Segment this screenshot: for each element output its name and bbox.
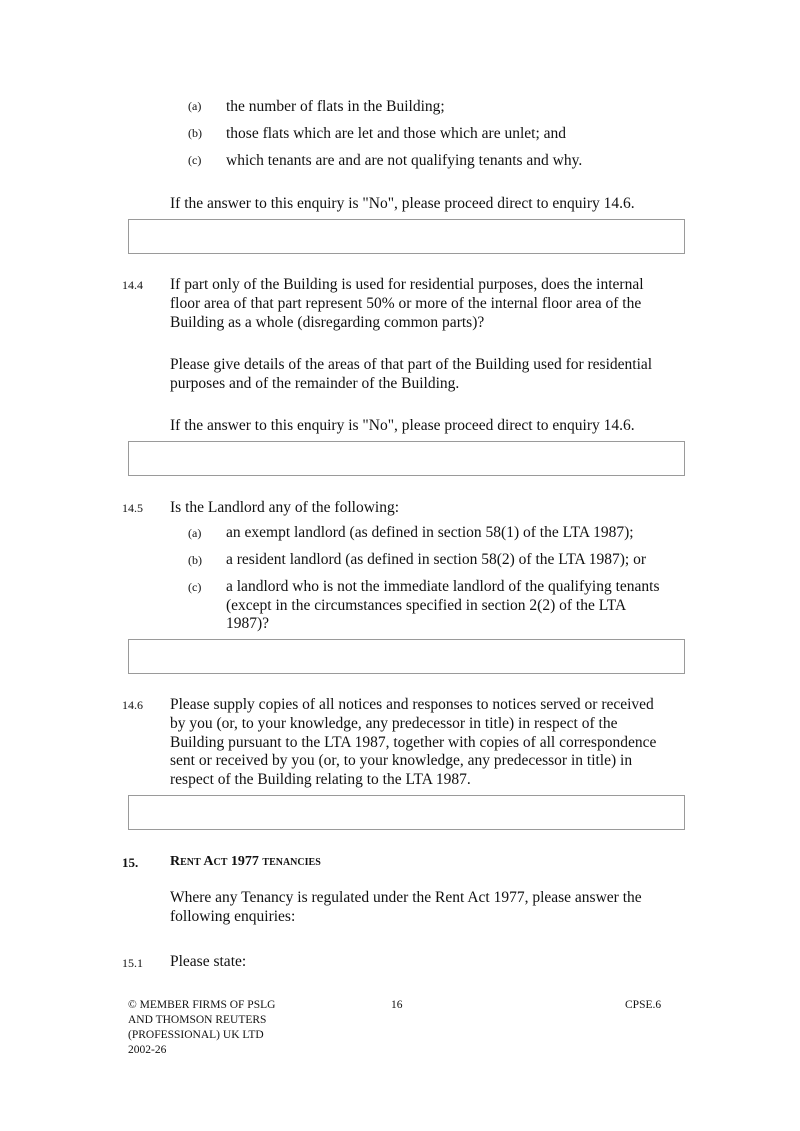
- enquiry-text: Building as a whole (disregarding common parts)?: [170, 314, 485, 331]
- answer-box-14-4[interactable]: [128, 441, 685, 476]
- enquiry-number: 15.1: [122, 956, 143, 970]
- list-label: (c): [188, 153, 202, 167]
- enquiry-text: Please state:: [170, 953, 247, 970]
- answer-box-14-3[interactable]: [128, 219, 685, 254]
- section-intro: following enquiries:: [170, 908, 296, 925]
- form-code: CPSE.6: [625, 999, 662, 1011]
- list-item-text: (except in the circumstances specified in section 2(2) of the LTA: [226, 597, 627, 614]
- list-item-text: 1987)?: [226, 615, 270, 632]
- instruction-note: If the answer to this enquiry is "No", please proceed direct to enquiry 14.6.: [170, 417, 635, 434]
- enquiry-text: Please supply copies of all notices and responses to notices served or received: [170, 696, 654, 713]
- list-item-text: which tenants are and are not qualifying tenants and why.: [226, 152, 583, 169]
- answer-box-14-5[interactable]: [128, 639, 685, 674]
- enquiry-text: If part only of the Building is used for residential purposes, does the internal: [170, 276, 644, 293]
- list-label: (b): [188, 126, 202, 140]
- list-label: (c): [188, 580, 202, 594]
- enquiry-text: Building pursuant to the LTA 1987, together with copies of all correspondence: [170, 734, 657, 751]
- enquiry-detail: Please give details of the areas of that part of the Building used for residential: [170, 356, 653, 373]
- footer-copyright-line: © MEMBER FIRMS OF PSLG: [128, 999, 276, 1011]
- enquiry-text: floor area of that part represent 50% or more of the internal floor area of the: [170, 295, 642, 312]
- footer-copyright: [128, 998, 275, 1058]
- instruction-note: If the answer to this enquiry is "No", please proceed direct to enquiry 14.6.: [170, 195, 635, 212]
- list-label: (a): [188, 526, 202, 540]
- list-item-text: an exempt landlord (as defined in section 58(1) of the LTA 1987);: [226, 524, 634, 541]
- list-item-text: a resident landlord (as defined in section 58(2) of the LTA 1987); or: [226, 551, 647, 568]
- footer-copyright-line: AND THOMSON REUTERS: [128, 1014, 267, 1026]
- enquiry-number: 14.4: [122, 278, 143, 292]
- enquiry-text: sent or received by you (or, to your knowledge, any predecessor in title) in: [170, 752, 633, 769]
- answer-box-14-6[interactable]: [128, 795, 685, 830]
- enquiry-text: respect of the Building relating to the LTA 1987.: [170, 771, 471, 788]
- enquiry-detail: purposes and of the remainder of the Building.: [170, 375, 460, 392]
- list-item-text: those flats which are let and those which are unlet; and: [226, 125, 567, 142]
- section-number: 15.: [122, 855, 139, 870]
- list-label: (b): [188, 553, 202, 567]
- list-label: (a): [188, 99, 202, 113]
- enquiry-text: Is the Landlord any of the following:: [170, 499, 400, 516]
- section-intro: Where any Tenancy is regulated under the Rent Act 1977, please answer the: [170, 889, 642, 906]
- enquiry-number: 14.5: [122, 501, 143, 515]
- list-item-text: the number of flats in the Building;: [226, 98, 445, 115]
- enquiry-number: 14.6: [122, 698, 143, 712]
- list-item-text: a landlord who is not the immediate landlord of the qualifying tenants: [226, 578, 660, 595]
- footer-copyright-line: (PROFESSIONAL) UK LTD: [128, 1029, 264, 1041]
- page-number: 16: [391, 999, 403, 1011]
- section-heading: Rent Act 1977 tenancies: [170, 854, 321, 869]
- enquiry-text: by you (or, to your knowledge, any predecessor in title) in respect of the: [170, 715, 618, 732]
- footer-copyright-line: 2002-26: [128, 1044, 167, 1056]
